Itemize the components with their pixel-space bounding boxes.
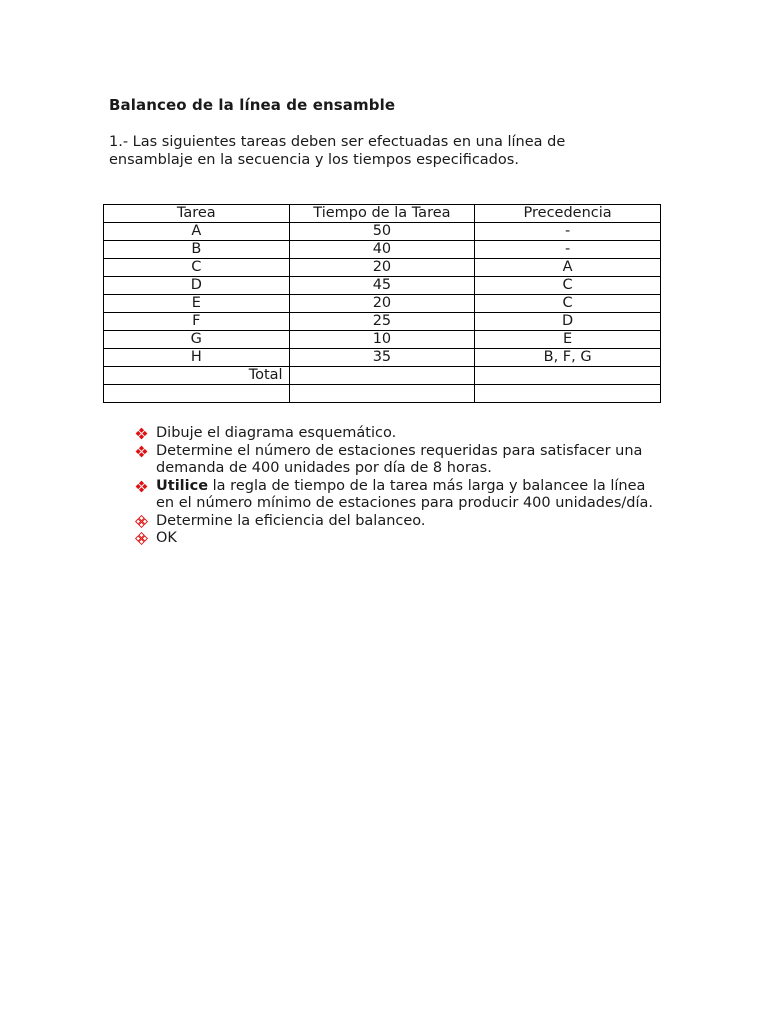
instruction-item <box>135 443 655 478</box>
table-empty-row <box>104 385 661 403</box>
instruction-item <box>135 425 655 443</box>
header-cell-precedence: Precedencia <box>475 205 661 223</box>
cell-time: 10 <box>289 331 475 349</box>
table-row <box>104 331 661 349</box>
instructions-list <box>135 425 655 548</box>
empty-cell <box>104 385 290 403</box>
cell-task: E <box>104 295 290 313</box>
instruction-text: la regla de tiempo de la tarea más larga y balancee la línea en el número mínimo de estaciones para producir 400 unidades/día. <box>156 477 654 511</box>
cell-precedence: A <box>475 259 661 277</box>
header-cell-task: Tarea <box>104 205 290 223</box>
cell-task: G <box>104 331 290 349</box>
total-extra <box>475 367 661 385</box>
instruction-text: Determine el número de estaciones requeridas para satisfacer una demanda de 400 unidades por día de 8 horas. <box>156 442 643 476</box>
cell-time: 20 <box>289 259 475 277</box>
cell-time: 20 <box>289 295 475 313</box>
table-row <box>104 223 661 241</box>
cell-precedence: - <box>475 241 661 259</box>
total-label: Total <box>104 367 290 385</box>
instruction-text: Determine la eficiencia del balanceo. <box>156 512 426 529</box>
diamond-bullet-icon <box>135 425 149 442</box>
document-title: Balanceo de la línea de ensamble <box>109 96 396 114</box>
diamond-bullet-icon <box>135 443 149 460</box>
tasks-table <box>103 204 661 403</box>
cell-time: 40 <box>289 241 475 259</box>
cell-task: F <box>104 313 290 331</box>
cell-time: 25 <box>289 313 475 331</box>
header-cell-time: Tiempo de la Tarea <box>289 205 475 223</box>
cell-time: 35 <box>289 349 475 367</box>
table-row <box>104 295 661 313</box>
table-row <box>104 349 661 367</box>
empty-cell <box>289 385 475 403</box>
intro-paragraph: 1.- Las siguientes tareas deben ser efectuadas en una línea de ensamblaje en la secuencia y los tiempos especificados. <box>109 134 566 168</box>
instruction-item <box>135 513 655 531</box>
cell-precedence: - <box>475 223 661 241</box>
diamond-bullet-icon <box>135 530 149 547</box>
cell-task: C <box>104 259 290 277</box>
instruction-item <box>135 530 655 548</box>
diamond-bullet-icon <box>135 513 149 530</box>
table-body <box>104 223 661 403</box>
cell-precedence: D <box>475 313 661 331</box>
instruction-lead: Utilice <box>156 477 209 494</box>
instruction-text: OK <box>156 530 177 546</box>
table-row <box>104 241 661 259</box>
cell-task: A <box>104 223 290 241</box>
empty-cell <box>475 385 661 403</box>
cell-task: B <box>104 241 290 259</box>
total-value <box>289 367 475 385</box>
cell-precedence: C <box>475 295 661 313</box>
cell-precedence: B, F, G <box>475 349 661 367</box>
table-header-row <box>104 205 661 223</box>
cell-time: 45 <box>289 277 475 295</box>
cell-task: D <box>104 277 290 295</box>
cell-precedence: E <box>475 331 661 349</box>
cell-task: H <box>104 349 290 367</box>
diamond-bullet-icon <box>135 478 149 495</box>
instruction-item <box>135 478 655 513</box>
instruction-text: Dibuje el diagrama esquemático. <box>156 425 397 441</box>
cell-time: 50 <box>289 223 475 241</box>
table-row <box>104 313 661 331</box>
table-total-row <box>104 367 661 385</box>
cell-precedence: C <box>475 277 661 295</box>
table-row <box>104 277 661 295</box>
table-row <box>104 259 661 277</box>
